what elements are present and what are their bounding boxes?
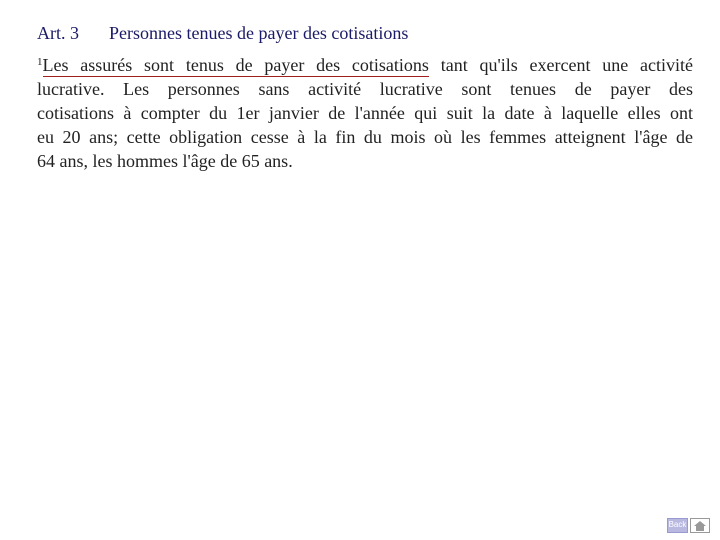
paragraph-line: lucrative. Les personnes sans activité lucrative sont tenues de payer des xyxy=(37,79,693,99)
home-icon xyxy=(691,519,709,532)
paragraph-line xyxy=(37,53,693,77)
home-button[interactable] xyxy=(690,518,710,533)
article-title: Personnes tenues de payer des cotisations xyxy=(109,23,409,43)
paragraph-line: cotisations à compter du 1er janvier de l'année qui suit la date à laquelle elles ont xyxy=(37,103,693,123)
paragraph-number: 1 xyxy=(37,56,43,68)
article-heading xyxy=(37,23,408,44)
back-label: Back xyxy=(668,520,687,529)
line-text: tant qu'ils exercent une activité xyxy=(428,55,693,75)
back-button[interactable] xyxy=(667,518,688,533)
article-number: Art. 3 xyxy=(37,23,79,43)
paragraph-line: 64 ans, les hommes l'âge de 65 ans. xyxy=(37,151,293,171)
article-paragraph xyxy=(37,53,693,173)
underlined-link-text[interactable]: Les assurés sont tenus de payer des cotisations xyxy=(42,55,429,75)
paragraph-line: eu 20 ans; cette obligation cesse à la fin du mois où les femmes atteignent l'âge de xyxy=(37,127,693,147)
